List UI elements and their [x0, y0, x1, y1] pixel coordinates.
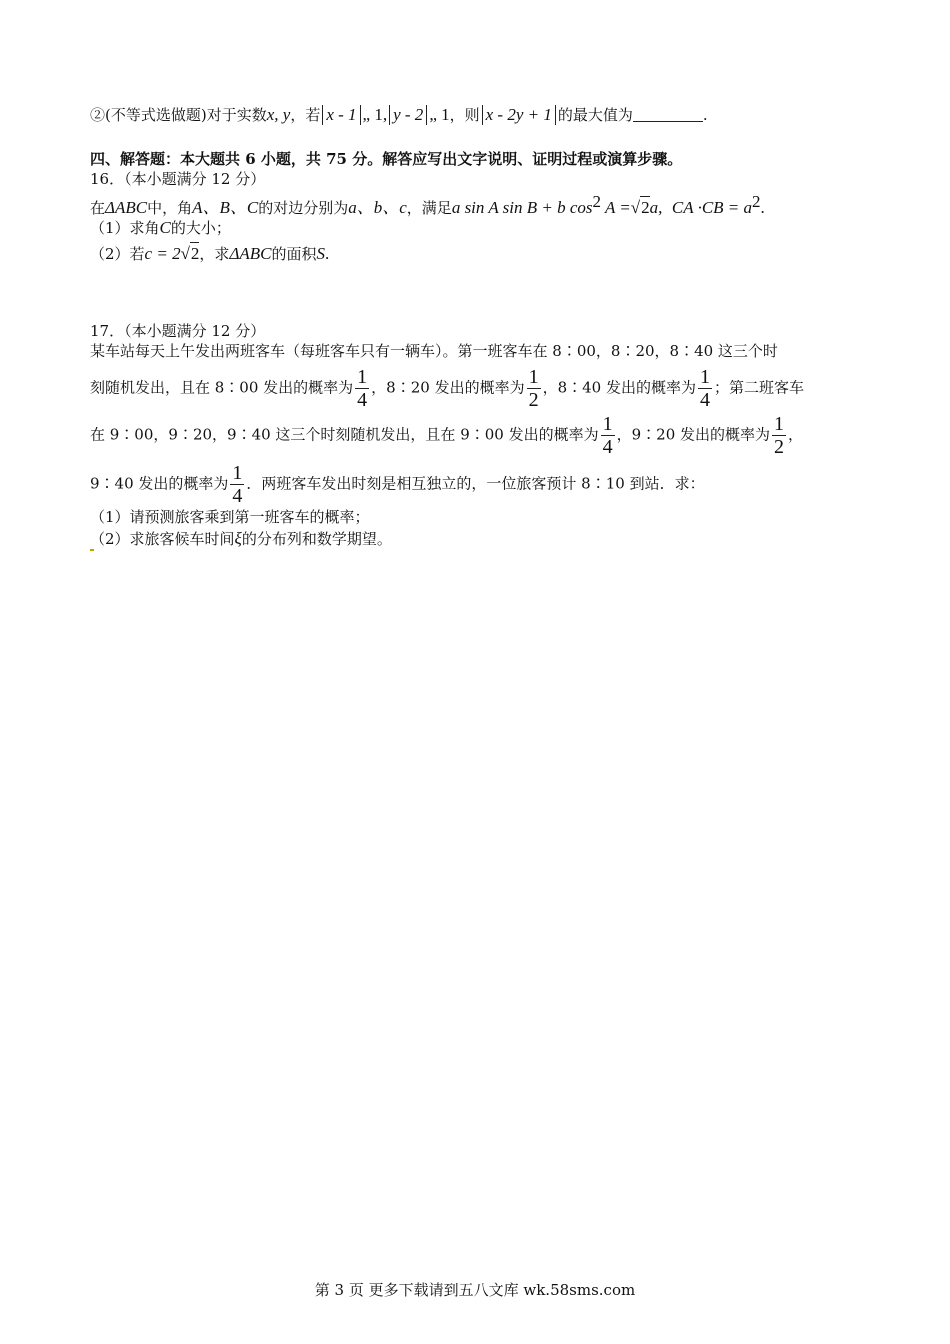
q15-abs3: x - 2y + 1 — [482, 105, 556, 125]
q15-rel2: „ 1 — [429, 105, 450, 124]
q15-2-line — [90, 104, 708, 126]
q16-cond1-sup: 2 — [592, 192, 602, 211]
fraction-quarter: $\frac{1}{4}$ — [699, 366, 710, 411]
answer-blank — [633, 105, 703, 122]
fraction-quarter: $\frac{1}{4}$ — [602, 413, 613, 458]
q16-intro-d: ，满足 — [406, 199, 452, 217]
q16-p2-end: . — [325, 244, 330, 263]
q16-statement: 在ΔABC中，角A、B、C的对边分别为a、b、c，满足a sin A sin B + b $\cos^2 A =√2a$, CA $\cdot CB = a^2$. — [90, 192, 765, 217]
q17-l4-b: ．两班客车发出时刻是相互独立的，一位旅客预计 8∶10 到站．求： — [246, 474, 705, 493]
q15-prefix: ②(不等式选做题)对于实数 — [90, 106, 267, 124]
q17-l3-b: ，9∶20 发出的概率为 — [616, 425, 771, 444]
q16-p2-sqrt: 2 — [190, 244, 200, 263]
q16-triangle: ΔABC — [105, 198, 148, 217]
q16-p2-b: ，求 — [199, 245, 230, 263]
q17-l2-b: ，8∶20 发出的概率为 — [371, 378, 525, 397]
q17-l4-a: 9∶40 发出的概率为 — [90, 474, 229, 493]
stray-mark — [90, 549, 94, 551]
q17-part1: （1）请预测旅客乘到第一班客车的概率； — [90, 508, 370, 526]
q17-line2 — [90, 366, 804, 411]
q17-l3-a: 在 9∶00，9∶20，9∶40 这三个时刻随机发出，且在 9∶00 发出的概率为 — [90, 425, 599, 444]
q17-line3 — [90, 413, 803, 458]
q16-cond1-tail: A = — [601, 198, 631, 217]
q16-angles: A、B、C — [192, 198, 259, 217]
q17-l2-a: 刻随机发出，且在 8∶00 发出的概率为 — [90, 378, 354, 397]
q16-cond2-sup: 2 — [752, 192, 761, 211]
q16-cond1-end: a, — [649, 198, 663, 217]
q16-cond2-end: . — [760, 198, 765, 217]
fraction-quarter: $\frac{1}{4}$ — [232, 462, 243, 507]
q17-part2 — [90, 528, 392, 550]
q16-p1-b: 的大小； — [170, 219, 231, 237]
q15-vars: x, y — [266, 105, 291, 124]
q15-sep2: ，则 — [449, 106, 480, 124]
q17-p2-var: ξ — [234, 529, 242, 548]
page-footer: 第 3 页 更多下载请到五八文库 wk.58sms.com — [314, 1281, 636, 1299]
fraction-half: $\frac{1}{2}$ — [528, 366, 539, 411]
q15-end: . — [702, 106, 708, 124]
q17-l2-d: ；第二班客车 — [713, 378, 804, 397]
q17-p2-b: 的分布列和数学期望。 — [241, 530, 392, 548]
q15-abs1: x - 1 — [322, 105, 360, 125]
q16-p2-a: （2）若 — [90, 245, 145, 263]
q16-intro-a: 在 — [90, 199, 106, 217]
q16-part2: （2）若c = 2√2，求ΔABC的面积S. — [90, 244, 330, 263]
q16-p2-var: S — [316, 244, 326, 263]
fraction-quarter: $\frac{1}{4}$ — [357, 366, 368, 411]
q16-p2-triangle: ΔABC — [229, 244, 272, 263]
q16-p2-eq: c = 2 — [144, 244, 181, 263]
q16-p1-a: （1）求角 — [90, 219, 160, 237]
q16-intro-c: 的对边分别为 — [258, 199, 349, 217]
q15-rel1: „ 1, — [362, 105, 388, 124]
q17-l2-c: ，8∶40 发出的概率为 — [542, 378, 696, 397]
q16-p2-c: 的面积 — [271, 245, 317, 263]
q16-part1 — [90, 217, 231, 239]
q16-cond2: CA ·CB = a — [671, 198, 753, 217]
q17-number: 17．（本小题满分 12 分） — [90, 322, 266, 340]
q16-sqrt: 2 — [641, 198, 650, 217]
q17-line4 — [90, 462, 705, 507]
q15-suffix: 的最大值为 — [557, 106, 633, 124]
fraction-half: $\frac{1}{2}$ — [774, 413, 785, 458]
q17-p2-a: （2）求旅客候车时间 — [90, 530, 235, 548]
section-heading: 四、解答题：本大题共 6 小题，共 75 分。解答应写出文字说明、证明过程或演算步骤。 — [90, 150, 683, 168]
q16-p1-var: C — [159, 218, 171, 237]
q17-line1: 某车站每天上午发出两班客车（每班客车只有一辆车）。第一班客车在 8∶00，8∶20，8∶40 这三个时 — [90, 342, 778, 360]
q17-l3-c: ， — [788, 425, 804, 444]
q16-number: 16．（本小题满分 12 分） — [90, 170, 266, 188]
q16-cond1: a sin A sin B + b cos — [451, 198, 593, 217]
q16-intro-b: 中，角 — [147, 199, 193, 217]
q15-sep1: ，若 — [290, 106, 321, 124]
q15-abs2: y - 2 — [389, 105, 427, 125]
q16-sides: a、b、c — [348, 198, 407, 217]
